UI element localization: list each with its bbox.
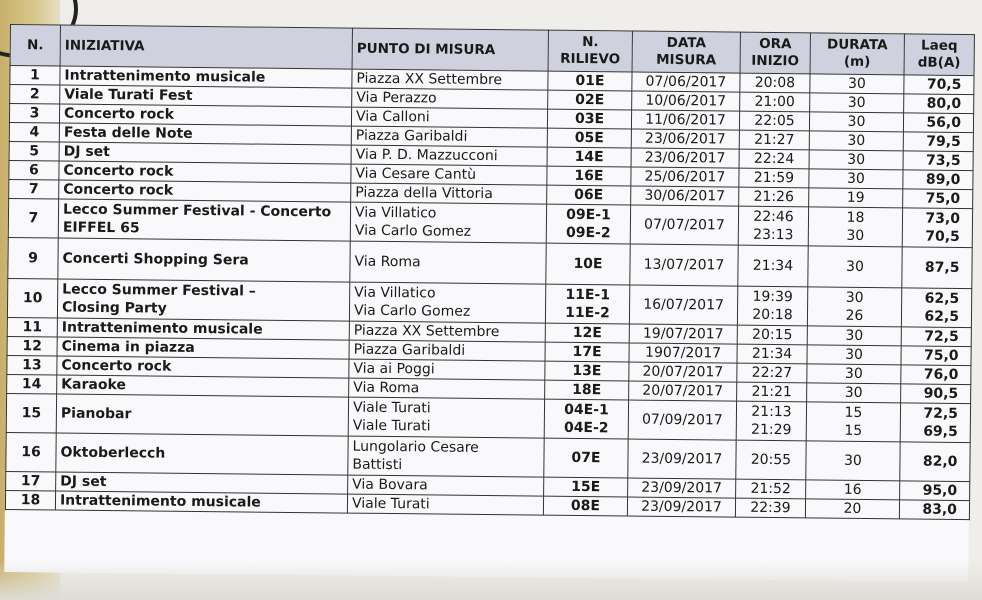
cell-data-misura: 20/07/2017 xyxy=(629,381,737,401)
cell-iniziativa-line: Closing Party xyxy=(61,299,167,317)
cell-punto-di-misura-line: Via Roma xyxy=(354,253,421,271)
cell-ora-inizio-line: 21:59 xyxy=(753,169,795,187)
table-body xyxy=(5,66,974,520)
cell-ora-inizio xyxy=(735,498,805,518)
cell-laeq xyxy=(903,132,973,152)
cell-durata xyxy=(809,169,903,189)
cell-laeq-line: 72,5 xyxy=(923,405,959,422)
header-number: N. xyxy=(10,25,60,67)
cell-rilievo xyxy=(545,361,629,381)
cell-durata xyxy=(809,150,903,170)
cell-durata xyxy=(808,207,902,247)
cell-punto-di-misura-line: Via Calloni xyxy=(355,108,430,126)
cell-data-misura: 07/07/2017 xyxy=(630,205,738,245)
header-ora-inizio: ORA INIZIO xyxy=(740,32,810,74)
cell-durata-line: 30 xyxy=(846,170,865,187)
cell-iniziativa xyxy=(57,279,349,321)
cell-rilievo xyxy=(544,399,628,439)
cell-laeq xyxy=(901,384,971,404)
cell-durata-line: 30 xyxy=(845,346,864,363)
cell-rilievo-line: 11E-1 xyxy=(565,286,611,304)
cell-laeq xyxy=(901,288,971,328)
cell-ora-inizio xyxy=(740,92,810,112)
cell-number: 4 xyxy=(9,122,59,142)
cell-punto-di-misura xyxy=(349,340,545,361)
cell-ora-inizio-line: 20:18 xyxy=(752,306,793,324)
cell-rilievo-line: 06E xyxy=(574,186,604,204)
cell-ora-inizio-line: 21:26 xyxy=(753,188,794,206)
cell-number: 13 xyxy=(7,355,57,375)
cell-ora-inizio xyxy=(737,363,807,383)
cell-data-misura: 23/06/2017 xyxy=(631,148,739,168)
cell-laeq-line: 95,0 xyxy=(922,482,958,499)
cell-laeq-line: 56,0 xyxy=(926,114,962,131)
cell-rilievo xyxy=(544,477,628,497)
cell-punto-di-misura xyxy=(351,183,547,204)
cell-laeq xyxy=(900,403,970,443)
cell-iniziativa-line: DJ set xyxy=(63,143,110,161)
cell-iniziativa xyxy=(59,104,351,126)
cell-laeq xyxy=(901,346,971,366)
cell-iniziativa xyxy=(60,85,352,107)
header-iniziativa: INIZIATIVA xyxy=(60,25,352,69)
cell-laeq xyxy=(901,365,971,385)
cell-ora-inizio-line: 22:46 xyxy=(753,208,794,226)
cell-data-misura: 23/09/2017 xyxy=(628,439,736,479)
cell-laeq-line: 72,5 xyxy=(924,328,959,345)
cell-iniziativa-line: Viale Turati Fest xyxy=(64,86,193,104)
cell-rilievo xyxy=(546,204,630,244)
cell-rilievo xyxy=(544,438,628,478)
cell-iniziativa xyxy=(59,142,351,164)
cell-iniziativa-line: Concerto rock xyxy=(61,357,172,375)
cell-rilievo-line: 02E xyxy=(575,91,605,109)
cell-durata-line: 18 xyxy=(846,209,865,226)
cell-laeq-line: 90,5 xyxy=(923,385,959,402)
cell-rilievo-line: 07E xyxy=(571,449,601,467)
cell-ora-inizio xyxy=(736,479,806,499)
cell-laeq-line: 69,5 xyxy=(923,423,958,440)
cell-punto-di-misura-line: Via Bovara xyxy=(352,476,428,494)
cell-data-misura: 30/06/2017 xyxy=(631,186,739,206)
cell-iniziativa-line: DJ set xyxy=(60,473,107,491)
cell-laeq-line: 62,5 xyxy=(924,290,960,307)
cell-iniziativa-line: Karaoke xyxy=(61,376,127,394)
cell-data-misura: 10/06/2017 xyxy=(632,91,740,111)
cell-ora-inizio-line: 20:08 xyxy=(754,74,796,92)
cell-punto-di-misura-line: Via ai Poggi xyxy=(353,360,435,378)
cell-durata-line: 30 xyxy=(847,151,866,168)
cell-ora-inizio-line: 21:00 xyxy=(754,93,795,111)
cell-punto-di-misura xyxy=(347,494,543,515)
cell-rilievo-line: 18E xyxy=(572,381,602,399)
cell-ora-inizio xyxy=(737,344,807,364)
cell-ora-inizio-line: 22:39 xyxy=(750,499,791,517)
cell-laeq xyxy=(900,442,970,482)
cell-iniziativa xyxy=(58,238,350,282)
cell-iniziativa xyxy=(59,161,351,183)
cell-data-misura: 11/06/2017 xyxy=(631,110,739,130)
cell-durata-line: 30 xyxy=(846,227,865,244)
cell-durata-line: 30 xyxy=(845,258,864,275)
cell-laeq xyxy=(903,113,973,133)
cell-rilievo xyxy=(547,109,631,129)
cell-rilievo-line: 10E xyxy=(573,255,603,273)
cell-laeq xyxy=(902,247,972,289)
cell-iniziativa-line: Lecco Summer Festival – xyxy=(62,281,256,300)
cell-rilievo-line: 11E-2 xyxy=(565,304,610,322)
cell-iniziativa xyxy=(56,394,348,436)
cell-punto-di-misura xyxy=(349,378,545,399)
cell-punto-di-misura-line: Via P. D. Mazzucconi xyxy=(355,146,498,165)
cell-ora-inizio xyxy=(737,286,807,326)
cell-punto-di-misura-line: Via Carlo Gomez xyxy=(354,222,472,240)
cell-number: 3 xyxy=(9,104,59,124)
cell-laeq xyxy=(899,500,969,520)
cell-laeq-line: 75,0 xyxy=(923,347,959,364)
cell-rilievo-line: 04E-1 xyxy=(564,401,609,419)
cell-ora-inizio-line: 21:34 xyxy=(751,345,793,363)
cell-punto-di-misura-line: Piazza Garibaldi xyxy=(355,127,468,145)
cell-ora-inizio-line: 20:15 xyxy=(752,326,793,344)
cell-ora-inizio xyxy=(739,111,809,131)
cell-rilievo-line: 14E xyxy=(574,148,604,166)
cell-rilievo-line: 12E xyxy=(572,324,602,342)
cell-punto-di-misura xyxy=(349,282,545,323)
cell-rilievo xyxy=(547,185,631,205)
cell-punto-di-misura xyxy=(352,88,548,109)
cell-laeq-line: 76,0 xyxy=(923,366,959,383)
cell-punto-di-misura-line: Via Perazzo xyxy=(356,89,437,107)
cell-ora-inizio-line: 23:13 xyxy=(753,226,794,244)
cell-data-misura: 25/06/2017 xyxy=(631,167,739,187)
noise-measurement-table xyxy=(5,24,975,520)
cell-laeq-line: 73,0 xyxy=(925,210,961,227)
cell-iniziativa xyxy=(55,491,347,513)
cell-punto-di-misura xyxy=(348,397,544,438)
cell-ora-inizio-line: 21:29 xyxy=(751,421,792,439)
cell-number: 7 xyxy=(8,198,58,238)
cell-durata xyxy=(807,364,901,384)
cell-ora-inizio-line: 21:13 xyxy=(751,403,792,421)
cell-rilievo xyxy=(546,243,630,285)
cell-iniziativa xyxy=(59,123,351,145)
cell-rilievo xyxy=(548,71,632,91)
cell-punto-di-misura xyxy=(351,164,547,185)
cell-laeq-line: 82,0 xyxy=(922,453,958,470)
cell-punto-di-misura xyxy=(352,69,548,90)
cell-number: 6 xyxy=(9,160,59,180)
cell-rilievo xyxy=(547,128,631,148)
cell-rilievo xyxy=(545,380,629,400)
cell-iniziativa-line: Lecco Summer Festival - Concerto xyxy=(62,201,332,221)
cell-durata xyxy=(808,246,902,288)
cell-durata-line: 30 xyxy=(845,289,864,306)
bottom-shade xyxy=(0,560,982,600)
cell-iniziativa-line: Oktoberlecch xyxy=(60,444,166,462)
cell-punto-di-misura xyxy=(348,475,544,496)
cell-punto-di-misura-line: Piazza XX Settembre xyxy=(353,322,500,341)
cell-durata-line: 30 xyxy=(847,94,866,111)
cell-durata-line: 30 xyxy=(847,132,866,149)
cell-punto-di-misura-line: Piazza della Vittoria xyxy=(355,184,493,203)
cell-durata-line: 15 xyxy=(844,422,863,439)
cell-punto-di-misura-line: Viale Turati xyxy=(351,495,430,513)
cell-durata-line: 16 xyxy=(843,481,862,498)
cell-number: 5 xyxy=(9,141,59,161)
cell-punto-di-misura xyxy=(351,126,547,147)
cell-ora-inizio-line: 22:24 xyxy=(753,150,795,168)
cell-rilievo xyxy=(543,496,627,516)
cell-ora-inizio xyxy=(738,206,808,246)
cell-ora-inizio-line: 21:52 xyxy=(750,480,791,498)
cell-ora-inizio xyxy=(739,130,809,150)
cell-iniziativa-line: Concerto rock xyxy=(63,162,174,180)
cell-rilievo-line: 08E xyxy=(570,497,601,515)
cell-iniziativa xyxy=(60,66,352,88)
cell-punto-di-misura xyxy=(349,321,545,342)
cell-laeq xyxy=(904,75,974,95)
cell-ora-inizio-line: 22:27 xyxy=(751,364,793,382)
cell-rilievo-line: 15E xyxy=(571,478,601,496)
cell-rilievo-line: 09E-1 xyxy=(566,206,611,224)
cell-laeq xyxy=(902,208,972,248)
cell-iniziativa-line: Cinema in piazza xyxy=(61,338,195,356)
cell-punto-di-misura xyxy=(350,241,546,284)
cell-data-misura: 23/06/2017 xyxy=(631,129,739,149)
cell-durata-line: 15 xyxy=(844,404,863,421)
cell-iniziativa xyxy=(59,180,351,202)
cell-data-misura: 19/07/2017 xyxy=(629,324,737,344)
cell-durata xyxy=(809,131,903,151)
cell-rilievo xyxy=(545,342,629,362)
cell-iniziativa-line: Intrattenimento musicale xyxy=(59,492,261,511)
cell-durata-line: 30 xyxy=(843,452,862,469)
cell-durata xyxy=(806,441,900,481)
cell-iniziativa-line: Concerti Shopping Sera xyxy=(62,250,249,269)
cell-rilievo xyxy=(545,284,629,324)
cell-laeq-line: 79,5 xyxy=(926,133,961,150)
cell-punto-di-misura-line: Via Cesare Cantù xyxy=(355,165,477,183)
cell-laeq-line: 73,5 xyxy=(925,152,961,169)
cell-iniziativa xyxy=(57,356,349,378)
cell-durata-line: 30 xyxy=(845,327,864,344)
cell-ora-inizio xyxy=(739,168,809,188)
cell-punto-di-misura-line: Via Villatico xyxy=(354,204,437,222)
cell-punto-di-misura-line: Piazza Garibaldi xyxy=(353,341,466,359)
cell-durata xyxy=(807,326,901,346)
cell-laeq xyxy=(900,481,970,501)
cell-iniziativa-line: EIFFEL 65 xyxy=(62,219,140,237)
cell-number: 14 xyxy=(7,374,57,394)
cell-data-misura: 07/09/2017 xyxy=(628,400,736,440)
cell-durata xyxy=(807,383,901,403)
cell-rilievo-line: 05E xyxy=(574,129,604,147)
cell-punto-di-misura-line: Piazza XX Settembre xyxy=(356,70,503,89)
cell-ora-inizio xyxy=(737,325,807,345)
cell-punto-di-misura-line: Via Villatico xyxy=(354,284,436,302)
cell-ora-inizio xyxy=(739,149,809,169)
cell-number: 15 xyxy=(6,393,56,433)
cell-rilievo-line: 01E xyxy=(575,72,605,90)
cell-durata xyxy=(807,345,901,365)
header-durata: DURATA (m) xyxy=(810,33,904,75)
cell-number: 11 xyxy=(7,317,57,337)
cell-ora-inizio xyxy=(740,73,810,93)
measurement-table-sheet xyxy=(4,24,974,582)
cell-number: 12 xyxy=(7,336,57,356)
cell-data-misura: 16/07/2017 xyxy=(629,285,737,325)
cell-rilievo-line: 09E-2 xyxy=(565,224,611,242)
cell-punto-di-misura-line: Battisti xyxy=(352,456,403,474)
cell-ora-inizio xyxy=(736,401,806,441)
cell-data-misura: 23/09/2017 xyxy=(627,497,735,517)
cell-laeq-line: 87,5 xyxy=(924,259,960,276)
cell-ora-inizio-line: 22:05 xyxy=(754,112,795,130)
cell-rilievo xyxy=(547,147,631,167)
cell-number: 18 xyxy=(5,490,55,510)
cell-ora-inizio-line: 19:39 xyxy=(752,288,793,306)
cell-rilievo xyxy=(548,90,632,110)
header-laeq: Laeq dB(A) xyxy=(904,34,974,76)
cell-iniziativa xyxy=(57,318,349,340)
cell-laeq-line: 70,5 xyxy=(926,76,962,93)
cell-ora-inizio-line: 21:21 xyxy=(751,383,792,401)
cell-laeq xyxy=(903,170,973,190)
cell-ora-inizio xyxy=(737,382,807,402)
cell-durata-line: 19 xyxy=(846,189,865,206)
cell-number: 16 xyxy=(6,432,56,472)
cell-iniziativa xyxy=(56,472,348,494)
cell-data-misura: 20/07/2017 xyxy=(629,362,737,382)
cell-durata xyxy=(810,93,904,113)
cell-rilievo-line: 16E xyxy=(574,167,604,185)
cell-laeq-line: 75,0 xyxy=(925,190,961,207)
cell-rilievo xyxy=(547,166,631,186)
cell-laeq-line: 62,5 xyxy=(924,308,960,325)
cell-punto-di-misura xyxy=(348,436,544,477)
cell-laeq-line: 83,0 xyxy=(922,501,958,518)
cell-iniziativa xyxy=(58,199,350,241)
cell-number: 10 xyxy=(7,278,57,318)
cell-ora-inizio xyxy=(739,187,809,207)
cell-iniziativa-line: Pianobar xyxy=(60,405,132,423)
cell-punto-di-misura xyxy=(349,359,545,380)
cell-iniziativa-line: Festa delle Note xyxy=(63,124,193,142)
cell-rilievo-line: 17E xyxy=(572,343,602,361)
cell-durata-line: 30 xyxy=(847,75,866,92)
header-rilievo: N. RILIEVO xyxy=(548,30,632,72)
cell-laeq xyxy=(903,151,973,171)
cell-durata-line: 20 xyxy=(843,500,862,517)
cell-ora-inizio-line: 21:34 xyxy=(752,257,794,275)
cell-punto-di-misura xyxy=(351,145,547,166)
cell-iniziativa xyxy=(56,433,348,475)
cell-punto-di-misura-line: Viale Turati xyxy=(352,399,431,417)
cell-iniziativa xyxy=(57,375,349,397)
cell-number: 2 xyxy=(10,85,60,105)
cell-ora-inizio-line: 20:55 xyxy=(750,451,792,469)
cell-iniziativa-line: Intrattenimento musicale xyxy=(64,67,266,86)
cell-number: 1 xyxy=(10,66,60,86)
cell-number: 7 xyxy=(9,179,59,199)
cell-laeq-line: 89,0 xyxy=(925,171,961,188)
cell-iniziativa-line: Intrattenimento musicale xyxy=(61,319,263,338)
cell-punto-di-misura xyxy=(351,107,547,128)
cell-laeq xyxy=(903,189,973,209)
cell-ora-inizio xyxy=(736,440,806,480)
cell-durata xyxy=(805,499,899,519)
cell-ora-inizio xyxy=(738,245,808,287)
cell-durata xyxy=(806,402,900,442)
cell-laeq-line: 80,0 xyxy=(926,95,962,112)
header-data-misura: DATA MISURA xyxy=(632,31,740,73)
cell-durata-line: 30 xyxy=(844,384,863,401)
cell-punto-di-misura xyxy=(350,202,546,243)
cell-data-misura: 13/07/2017 xyxy=(630,244,738,286)
cell-iniziativa-line: Concerto rock xyxy=(63,105,175,123)
cell-durata-line: 26 xyxy=(845,307,864,324)
cell-rilievo xyxy=(545,323,629,343)
cell-punto-di-misura-line: Via Roma xyxy=(353,379,420,397)
cell-ora-inizio-line: 21:27 xyxy=(754,131,795,149)
cell-laeq xyxy=(904,94,974,114)
cell-laeq xyxy=(901,327,971,347)
cell-punto-di-misura-line: Viale Turati xyxy=(352,417,431,435)
cell-durata-line: 30 xyxy=(847,113,866,130)
cell-number: 17 xyxy=(6,471,56,491)
cell-number: 9 xyxy=(8,237,58,279)
cell-iniziativa xyxy=(57,337,349,359)
cell-data-misura: 23/09/2017 xyxy=(628,478,736,498)
cell-iniziativa-line: Concerto rock xyxy=(63,181,174,199)
cell-durata xyxy=(810,74,904,94)
cell-durata xyxy=(807,287,901,327)
cell-data-misura: 1907/2017 xyxy=(629,343,737,363)
cell-rilievo-line: 04E-2 xyxy=(563,419,609,437)
header-punto-di-misura: PUNTO DI MISURA xyxy=(352,28,548,71)
cell-laeq-line: 70,5 xyxy=(925,228,960,245)
cell-data-misura: 07/06/2017 xyxy=(632,72,740,92)
cell-durata xyxy=(809,188,903,208)
cell-rilievo-line: 13E xyxy=(572,362,602,380)
cell-durata xyxy=(809,112,903,132)
cell-durata-line: 30 xyxy=(844,365,863,382)
cell-rilievo-line: 03E xyxy=(574,110,605,128)
cell-punto-di-misura-line: Via Carlo Gomez xyxy=(353,302,471,320)
cell-punto-di-misura-line: Lungolario Cesare xyxy=(352,438,479,456)
cell-durata xyxy=(806,480,900,500)
